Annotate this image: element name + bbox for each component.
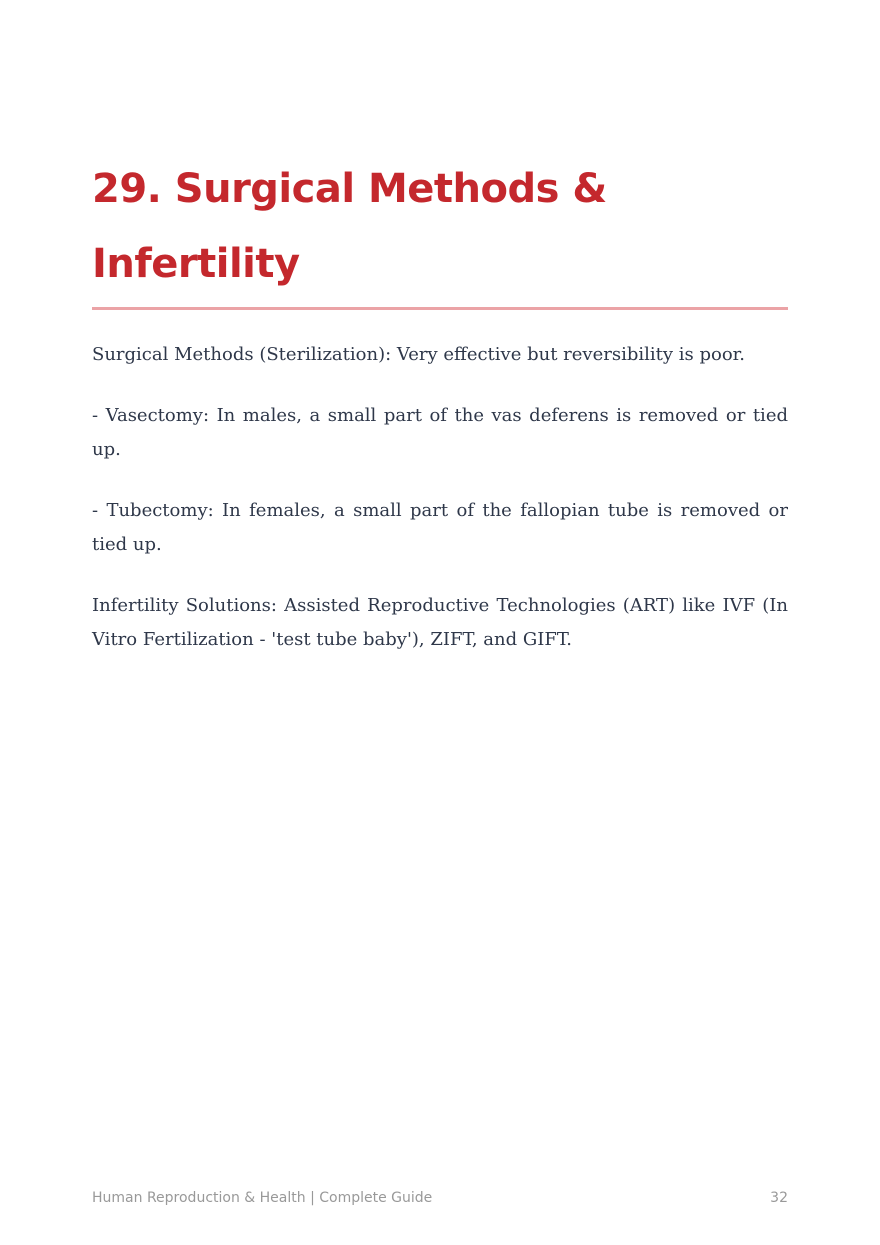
paragraph-sterilization: Surgical Methods (Sterilization): Very effective but reversibility is poor. xyxy=(92,344,746,365)
paragraph-vasectomy: - Vasectomy: In males, a small part of the vas deferens is removed or tied up. xyxy=(92,405,788,460)
title-divider xyxy=(92,307,788,310)
page-title: 29. Surgical Methods & Infertility xyxy=(92,166,607,287)
paragraph-infertility-solutions: Infertility Solutions: Assisted Reproductive Technologies (ART) like IVF (In Vitro Fertilization - 'test tube baby'), ZIFT, and GIFT. xyxy=(92,595,788,650)
footer-page-number: 32 xyxy=(770,1190,788,1206)
paragraph-tubectomy: - Tubectomy: In females, a small part of the fallopian tube is removed or tied up. xyxy=(92,500,788,555)
page-body xyxy=(92,338,788,684)
footer-guide-title: Human Reproduction & Health | Complete Guide xyxy=(92,1190,433,1206)
